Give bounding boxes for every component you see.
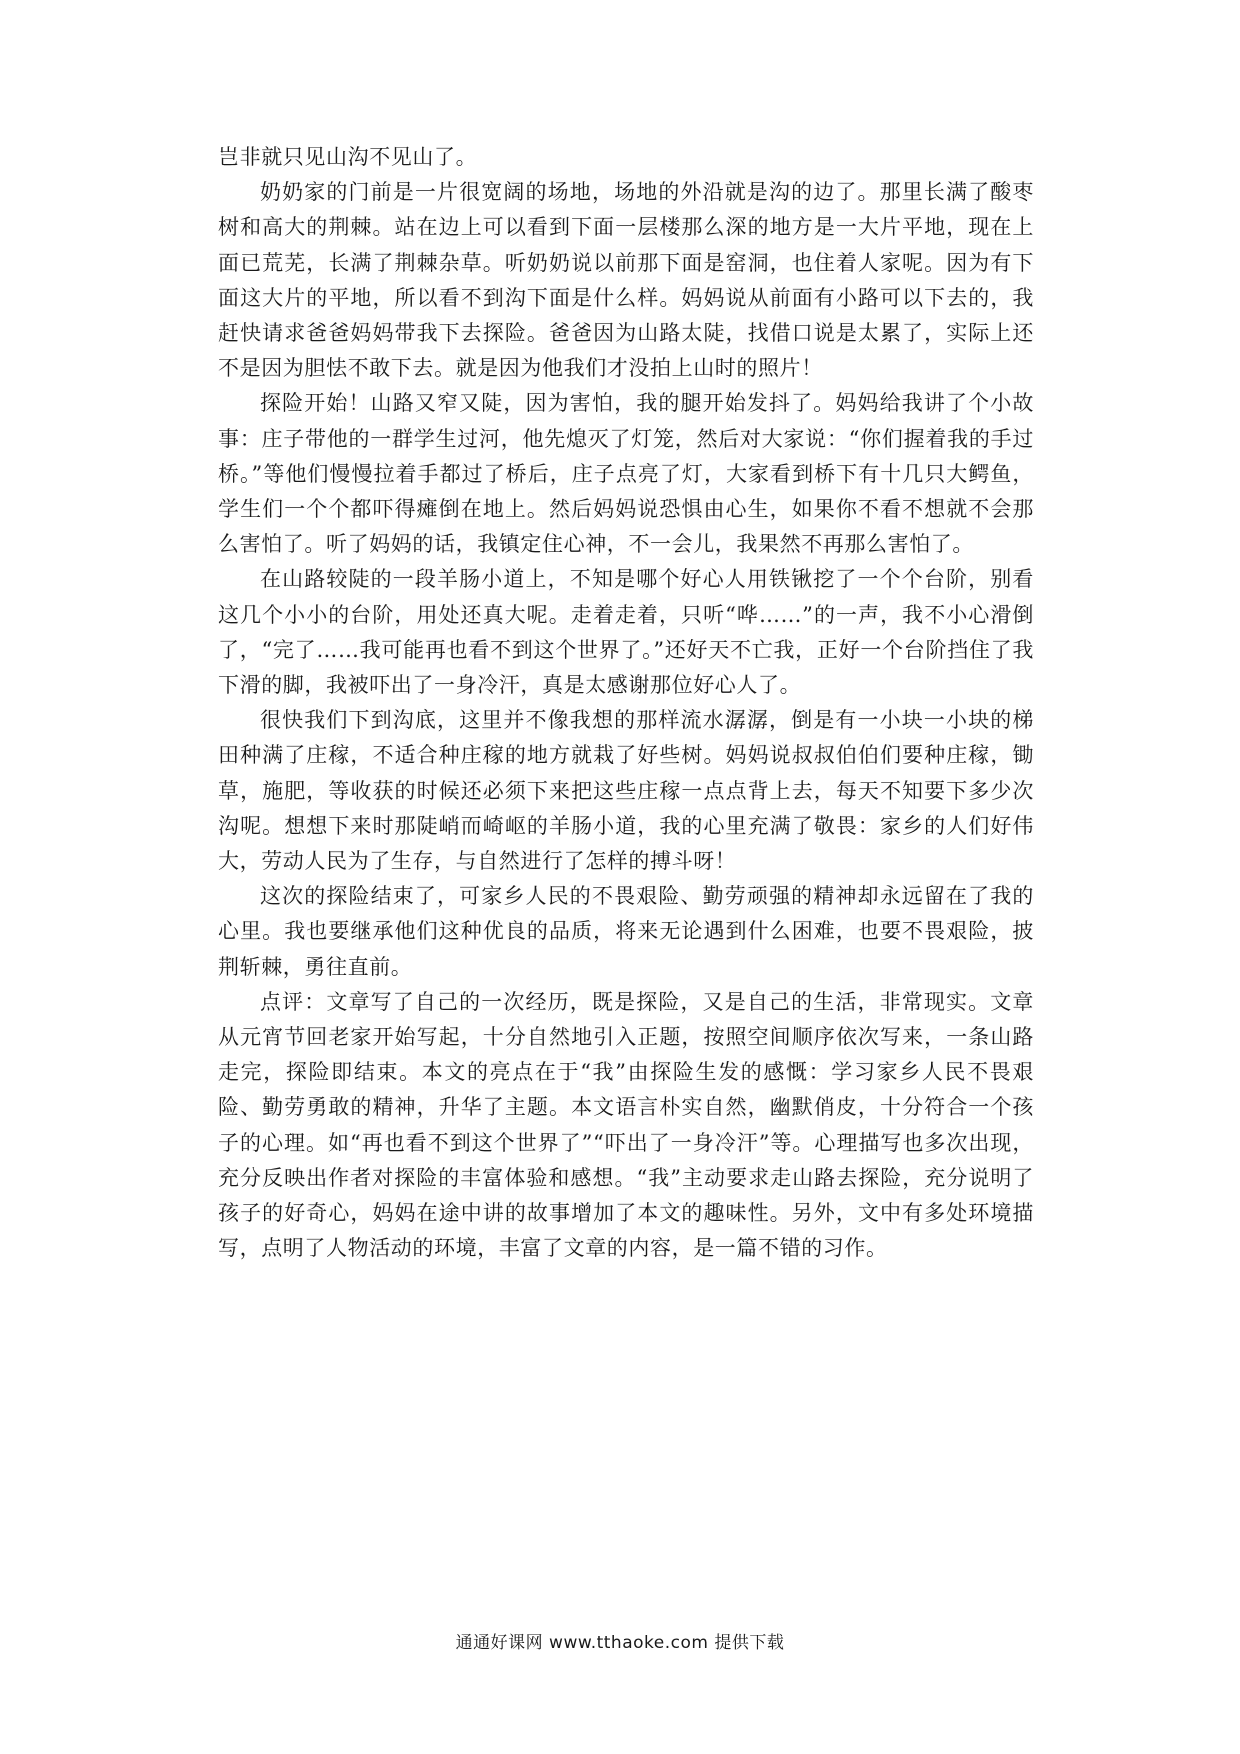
paragraph-continuation: 岂非就只见山沟不见山了。 [218,145,478,169]
article-body [218,140,1034,1267]
paragraph-grandma-yard: 奶奶家的门前是一片很宽阔的场地，场地的外沿就是沟的边了。那里长满了酸枣树和高大的荆棘。站在边上可以看到下面一层楼那么深的地方是一大片平地，现在上面已荒芜，长满了荆棘杂草。听奶奶说以前那下面是窑洞，也住着人家呢。因为有下面这大片的平地，所以看不到沟下面是什么样。妈妈说从前面有小路可以下去的，我赶快请求爸爸妈妈带我下去探险。爸爸因为山路太陡，找借口说是太累了，实际上还不是因为胆怯不敢下去。就是因为他我们才没拍上山时的照片！ [218,180,1034,381]
paragraph-conclusion: 这次的探险结束了，可家乡人民的不畏艰险、勤劳顽强的精神却永远留在了我的心里。我也要继承他们这种优良的品质，将来无论遇到什么困难，也要不畏艰险，披荆斩棘，勇往直前。 [218,884,1034,979]
page-footer: 通通好课网 www.tthaoke.com 提供下载 [455,1633,785,1653]
paragraph-valley-bottom: 很快我们下到沟底，这里并不像我想的那样流水潺潺，倒是有一小块一小块的梯田种满了庄稼，不适合种庄稼的地方就栽了好些树。妈妈说叔叔伯伯们要种庄稼，锄草，施肥，等收获的时候还必须下来把这些庄稼一点点背上去，每天不知要下多少次沟呢。想想下来时那陡峭而崎岖的羊肠小道，我的心里充满了敬畏：家乡的人们好伟大，劳动人民为了生存，与自然进行了怎样的搏斗呀！ [218,708,1034,874]
paragraph-commentary: 点评：文章写了自己的一次经历，既是探险，又是自己的生活，非常现实。文章从元宵节回老家开始写起，十分自然地引入正题，按照空间顺序依次写来，一条山路走完，探险即结束。本文的亮点在于“我”由探险生发的感慨：学习家乡人民不畏艰险、勤劳勇敢的精神，升华了主题。本文语言朴实自然，幽默俏皮，十分符合一个孩子的心理。如“再也看不到这个世界了”“吓出了一身冷汗”等。心理描写也多次出现，充分反映出作者对探险的丰富体验和感想。“我”主动要求走山路去探险，充分说明了孩子的好奇心，妈妈在途中讲的故事增加了本文的趣味性。另外，文中有多处环境描写，点明了人物活动的环境，丰富了文章的内容，是一篇不错的习作。 [218,989,1034,1261]
paragraph-adventure-start: 探险开始！山路又窄又陡，因为害怕，我的腿开始发抖了。妈妈给我讲了个小故事：庄子带他的一群学生过河，他先熄灭了灯笼，然后对大家说：“你们握着我的手过桥。”等他们慢慢拉着手都过了桥后，庄子点亮了灯，大家看到桥下有十几只大鳄鱼，学生们一个个都吓得瘫倒在地上。然后妈妈说恐惧由心生，如果你不看不想就不会那么害怕了。听了妈妈的话，我镇定住心神，不一会儿，我果然不再那么害怕了。 [218,391,1034,557]
paragraph-steps: 在山路较陡的一段羊肠小道上，不知是哪个好心人用铁锹挖了一个个台阶，别看这几个小小的台阶，用处还真大呢。走着走着，只听“哗……”的一声，我不小心滑倒了，“完了……我可能再也看不到这个世界了。”还好天不亡我，正好一个台阶挡住了我下滑的脚，我被吓出了一身冷汗，真是太感谢那位好心人了。 [218,567,1034,698]
